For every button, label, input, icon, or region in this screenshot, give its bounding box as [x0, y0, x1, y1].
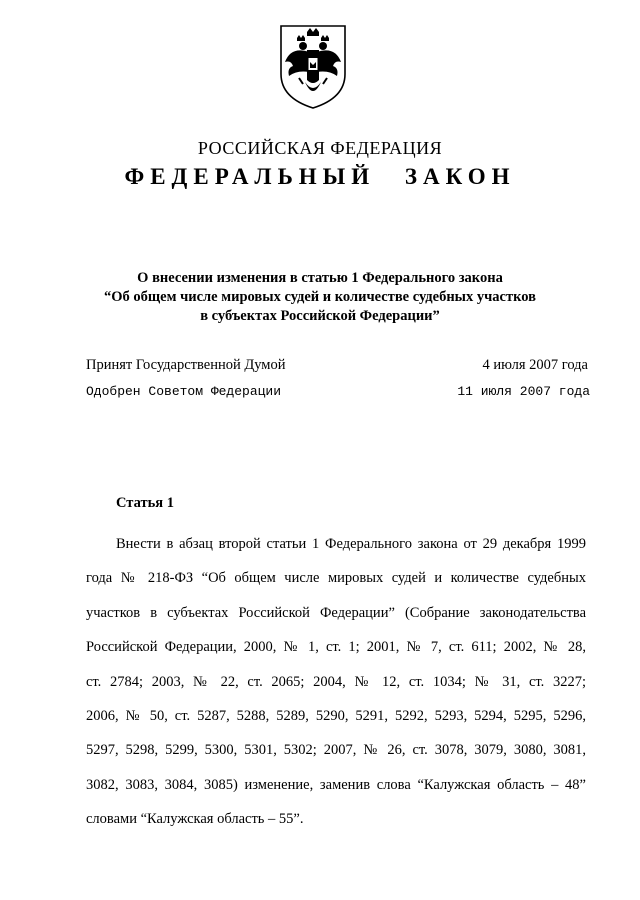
law-title-line: О внесении изменения в статью 1 Федерального закона	[137, 270, 503, 286]
article-line: 2006, № 50, ст. 5287, 5288, 5289, 5290, 5291, 5292, 5293, 5294, 5295, 5296,	[86, 708, 586, 725]
law-title-line: “Об общем числе мировых судей и количестве судебных участков	[104, 289, 536, 305]
law-title	[60, 269, 580, 326]
approval-label: Одобрен Советом Федерации	[86, 384, 282, 399]
adoption-row-council	[86, 384, 592, 399]
article-line: словами “Калужская область – 55”.	[86, 811, 304, 828]
coat-of-arms-icon	[277, 22, 349, 110]
article-line: 5297, 5298, 5299, 5300, 5301, 5302; 2007, № 26, ст. 3078, 3079, 3080, 3081,	[86, 742, 586, 759]
country-heading: РОССИЙСКАЯ ФЕДЕРАЦИЯ	[197, 138, 443, 158]
adoption-row-duma	[86, 357, 592, 374]
article-line: 3082, 3083, 3084, 3085) изменение, заменив слова “Калужская область – 48”	[86, 776, 586, 793]
document-type-heading: ФЕДЕРАЛЬНЫЙ ЗАКОН	[124, 164, 516, 189]
article-line: участков в субъектах Российской Федерации” (Собрание законодательства	[86, 604, 586, 621]
adoption-label: Принят Государственной Думой	[86, 357, 286, 373]
article-body	[86, 527, 586, 837]
article-title: Статья 1	[116, 495, 174, 511]
article-line: года № 218-ФЗ “Об общем числе мировых судей и количестве судебных	[86, 570, 586, 587]
article-line: Внести в абзац второй статьи 1 Федерального закона от 29 декабря 1999	[116, 536, 586, 552]
article-line: Российской Федерации, 2000, № 1, ст. 1; 2001, № 7, ст. 611; 2002, № 28,	[86, 639, 586, 656]
law-title-line: в субъектах Российской Федерации”	[200, 308, 440, 324]
article-line: ст. 2784; 2003, № 22, ст. 2065; 2004, № 12, ст. 1034; № 31, ст. 3227;	[86, 673, 586, 690]
approval-date: 11 июля 2007 года	[457, 384, 590, 399]
adoption-date: 4 июля 2007 года	[482, 357, 588, 373]
